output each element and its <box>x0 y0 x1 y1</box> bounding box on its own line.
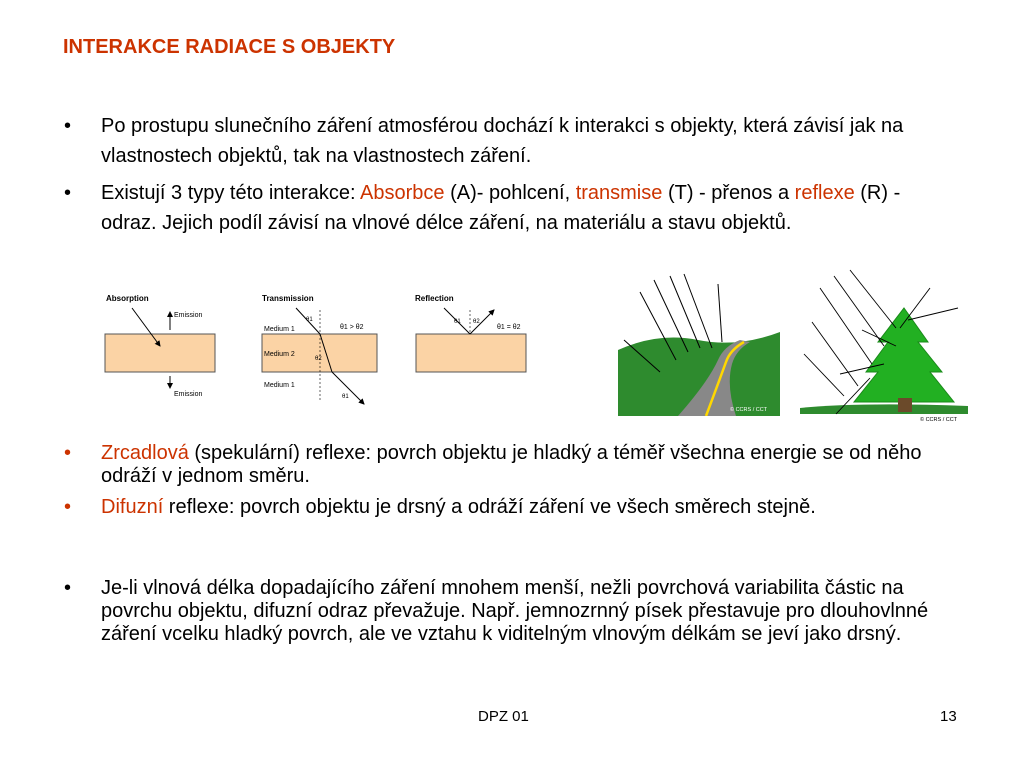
medium-1-top-label: Medium 1 <box>264 326 295 333</box>
emission-label-bottom: Emission <box>174 391 203 398</box>
bullet-interaction-types <box>64 178 944 238</box>
transmission-title: Transmission <box>262 294 314 303</box>
tree-diffuse-illustration <box>800 268 968 424</box>
theta1-label: θ1 <box>306 317 313 323</box>
theta1b-label: θ1 <box>342 394 349 400</box>
bullet-specular-reflection <box>64 442 944 488</box>
bullet-text <box>101 442 944 488</box>
emission-label-top: Emission <box>174 312 203 319</box>
slide-title: INTERAKCE RADIACE S OBJEKTY <box>63 36 396 58</box>
term-transmise: transmise <box>575 182 663 204</box>
absorbing-medium <box>105 334 215 372</box>
tree-trunk <box>898 398 912 412</box>
incident-ray <box>684 274 712 348</box>
term-reflexe: reflexe <box>794 182 855 204</box>
bullet-diffuse-reflection <box>64 496 944 519</box>
angle-relation-label: θ1 = θ2 <box>497 324 521 331</box>
term-absorbce: Absorbce <box>360 182 445 204</box>
bullet-marker: • <box>64 496 72 518</box>
absorption-diagram <box>100 290 220 405</box>
incident-ray <box>670 276 700 348</box>
theta2-label: θ2 <box>315 356 322 362</box>
page-number: 13 <box>940 708 957 725</box>
bullet-text: Po prostupu slunečního záření atmosférou dochází k interakci s objekty, která závisí jak na vlastnostech objektů, tak na vlastnostech záření. <box>101 115 904 167</box>
incident-ray <box>718 284 722 342</box>
term-zrcadlova: Zrcadlová <box>101 442 189 464</box>
bullet-interaction-intro <box>64 111 944 171</box>
text-segment: reflexe: povrch objektu je drsný a odráží záření ve všech směrech stejně. <box>163 496 816 518</box>
bullet-text: Je-li vlnová délka dopadajícího záření mnohem menší, nežli povrchová variabilita částic na povrchu objektu, difuzní odraz převažuje. Např. jemnozrnný písek přestavuje pro dlouhovlnné záření vcelku hladký povrch, ale ve vztahu k viditelným vlnovým délkám se jeví jako drsný. <box>101 577 929 645</box>
medium-1-bottom-label: Medium 1 <box>264 382 295 389</box>
theta2-label: θ2 <box>473 319 480 325</box>
image-credit: © CCRS / CCT <box>730 407 768 413</box>
bullet-text <box>101 496 944 519</box>
text-segment: (spekulární) reflexe: povrch objektu je hladký a téměř všechna energie se od něho odráží v jednom směru. <box>101 442 922 487</box>
ground <box>800 404 968 414</box>
theta1-label: θ1 <box>454 319 461 325</box>
text-segment: (T) - přenos a <box>662 182 795 204</box>
footer-label: DPZ 01 <box>478 708 529 725</box>
bullet-marker: • <box>64 442 72 464</box>
term-difuzni: Difuzní <box>101 496 164 518</box>
bullet-wavelength-roughness <box>64 577 944 646</box>
text-segment: (R) - odraz. Jejich podíl závisí na vlnové délce záření, na materiálu a stavu objektů. <box>101 182 901 234</box>
bullet-marker: • <box>64 577 72 599</box>
absorption-title: Absorption <box>106 294 149 303</box>
angle-relation-label: θ1 > θ2 <box>340 324 364 331</box>
reflecting-surface <box>416 334 526 372</box>
bullet-marker: • <box>64 182 72 204</box>
bullet-text <box>101 178 944 238</box>
text-segment: (A)- pohlcení, <box>444 182 576 204</box>
medium-2-label: Medium 2 <box>264 351 295 358</box>
reflection-title: Reflection <box>415 294 454 303</box>
road-specular-illustration <box>618 272 780 416</box>
bullet-marker: • <box>64 115 72 137</box>
transmission-diagram <box>258 290 388 410</box>
reflection-diagram <box>410 290 535 380</box>
image-credit: © CCRS / CCT <box>920 417 958 423</box>
text-segment: Existují 3 typy této interakce: <box>101 182 361 204</box>
